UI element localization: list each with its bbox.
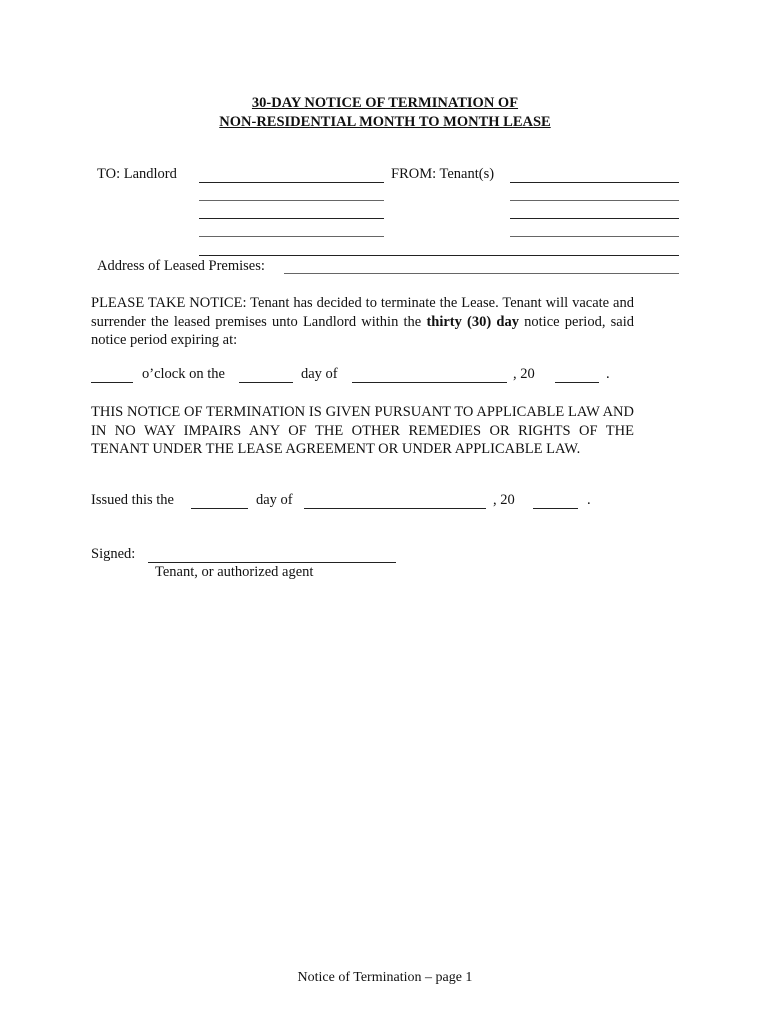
issued-period: . — [587, 492, 591, 508]
title-line-1: 30-DAY NOTICE OF TERMINATION OF — [251, 95, 519, 111]
expiry-year-field[interactable] — [555, 382, 599, 383]
issued-day-of-label: day of — [256, 492, 293, 508]
notice-text-start: PLEASE TAKE NOTICE: Tenant has decided to terminate the Lease. Tenant will vacate and surrender the leased premises unto Landlord within the — [91, 295, 634, 330]
issued-label: Issued this the — [91, 492, 174, 508]
signed-label: Signed: — [91, 546, 136, 562]
notice-text-end: notice period, said notice period expiring at: — [91, 313, 634, 348]
tenant-address-field-2[interactable] — [510, 218, 679, 219]
expiry-period: . — [606, 366, 610, 382]
landlord-address-field-1[interactable] — [199, 200, 384, 201]
law-paragraph: THIS NOTICE OF TERMINATION IS GIVEN PURSUANT TO APPLICABLE LAW AND IN NO WAY IMPAIRS ANY OF THE OTHER REMEDIES OR RIGHTS OF THE TENANT UNDER THE LEASE AGREEMENT OR UNDER APPLICABLE LAW. — [91, 404, 634, 457]
from-tenant-label: FROM: Tenant(s) — [391, 166, 495, 182]
notice-paragraph — [91, 294, 634, 350]
expiry-day-of-label: day of — [301, 366, 338, 382]
oclock-label: o’clock on the — [142, 366, 225, 382]
issued-year-prefix: , 20 — [493, 492, 515, 508]
signature-field[interactable] — [148, 562, 396, 563]
page-footer: Notice of Termination – page 1 — [297, 970, 473, 985]
landlord-address-field-2[interactable] — [199, 218, 384, 219]
expiry-month-field[interactable] — [352, 382, 507, 383]
issued-year-field[interactable] — [533, 508, 578, 509]
issued-month-field[interactable] — [304, 508, 486, 509]
to-landlord-label: TO: Landlord — [97, 166, 177, 182]
signer-caption: Tenant, or authorized agent — [155, 564, 314, 580]
tenant-address-field-3[interactable] — [510, 236, 679, 237]
premises-address-field-1[interactable] — [199, 255, 679, 256]
premises-address-field-2[interactable] — [284, 273, 679, 274]
notice-bold-period: thirty (30) day — [426, 313, 519, 330]
expiry-day-field[interactable] — [239, 382, 293, 383]
address-label: Address of Leased Premises: — [97, 258, 265, 274]
hour-field[interactable] — [91, 382, 133, 383]
tenant-address-field-1[interactable] — [510, 200, 679, 201]
issued-day-field[interactable] — [191, 508, 248, 509]
expiry-year-prefix: , 20 — [513, 366, 535, 382]
title-line-2: NON-RESIDENTIAL MONTH TO MONTH LEASE — [219, 114, 551, 130]
landlord-address-field-3[interactable] — [199, 236, 384, 237]
tenant-name-field[interactable] — [510, 182, 679, 183]
landlord-name-field[interactable] — [199, 182, 384, 183]
